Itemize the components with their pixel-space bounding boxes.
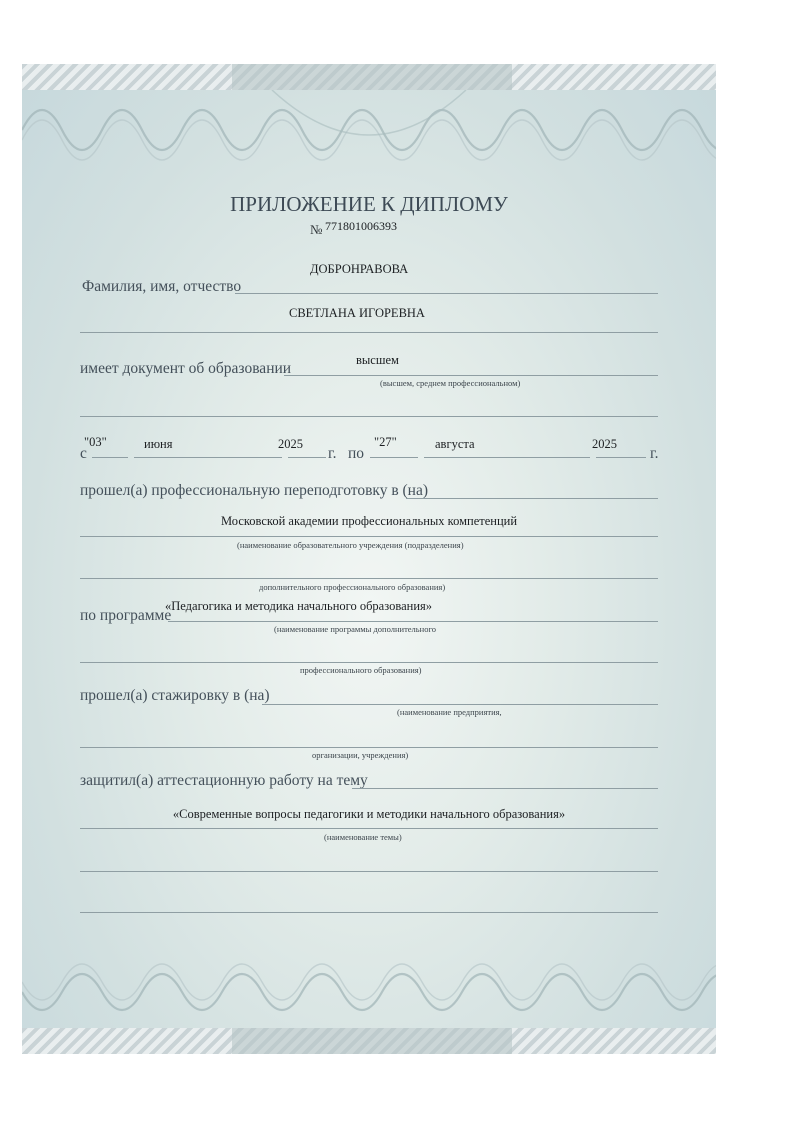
to-prefix: по bbox=[348, 445, 365, 462]
number-sign: № bbox=[310, 222, 323, 237]
retraining-label: прошел(а) профессиональную переподготовку в (на) bbox=[80, 482, 429, 499]
to-month: августа bbox=[435, 437, 475, 451]
to-month-line bbox=[424, 457, 590, 458]
guilloche-top bbox=[22, 90, 716, 170]
diploma-supplement-form bbox=[22, 64, 716, 1054]
to-year: 2025 bbox=[592, 437, 617, 451]
institution-line-2 bbox=[80, 578, 658, 579]
surname-line bbox=[235, 293, 658, 294]
from-day: "03" bbox=[84, 435, 107, 449]
thesis-hint: (наименование темы) bbox=[324, 832, 402, 842]
program-hint-2: профессионального образования) bbox=[300, 665, 422, 675]
year-abbr-2: г. bbox=[650, 445, 659, 462]
program-hint: (наименование программы дополнительного bbox=[274, 624, 437, 634]
year-abbr-1: г. bbox=[328, 445, 337, 462]
institution-value: Московской академии профессиональных компетенций bbox=[220, 514, 518, 528]
internship-hint-2: организации, учреждения) bbox=[312, 750, 409, 760]
blank-line-3 bbox=[80, 912, 658, 913]
from-month: июня bbox=[144, 437, 173, 451]
program-value: «Педагогика и методика начального образования» bbox=[165, 599, 433, 613]
internship-line-2 bbox=[80, 747, 658, 748]
from-year: 2025 bbox=[278, 437, 303, 451]
institution-hint: (наименование образовательного учреждения (подразделения) bbox=[237, 540, 464, 550]
guilloche-bottom bbox=[22, 956, 716, 1028]
from-day-line bbox=[92, 457, 128, 458]
thesis-value: «Современные вопросы педагогики и методики начального образования» bbox=[172, 807, 566, 821]
name-value: СВЕТЛАНА ИГОРЕВНА bbox=[289, 306, 425, 320]
to-day: "27" bbox=[374, 435, 397, 449]
blank-line-1 bbox=[80, 416, 658, 417]
to-year-line bbox=[596, 457, 646, 458]
fio-label: Фамилия, имя, отчество bbox=[82, 278, 242, 295]
institution-line bbox=[80, 536, 658, 537]
education-value: высшем bbox=[356, 353, 399, 367]
internship-label: прошел(а) стажировку в (на) bbox=[80, 687, 270, 704]
to-day-line bbox=[370, 457, 418, 458]
from-year-line bbox=[288, 457, 326, 458]
retraining-line bbox=[406, 498, 658, 499]
ornament-band-top bbox=[22, 64, 716, 90]
ornament-band-bottom bbox=[22, 1028, 716, 1054]
from-month-line bbox=[134, 457, 282, 458]
program-line bbox=[168, 621, 658, 622]
page-title: ПРИЛОЖЕНИЕ К ДИПЛОМУ bbox=[230, 192, 508, 216]
diploma-number: 771801006393 bbox=[325, 219, 397, 233]
thesis-line bbox=[352, 788, 658, 789]
surname-value: ДОБРОНРАВОВА bbox=[310, 262, 409, 276]
from-prefix: с bbox=[80, 445, 87, 462]
thesis-line-2 bbox=[80, 828, 658, 829]
education-hint: (высшем, среднем профессиональном) bbox=[380, 378, 521, 388]
institution-hint-2: дополнительного профессионального образования) bbox=[259, 582, 446, 592]
education-line bbox=[284, 375, 658, 376]
thesis-label: защитил(а) аттестационную работу на тему bbox=[80, 772, 368, 789]
name-line bbox=[80, 332, 658, 333]
internship-line bbox=[262, 704, 658, 705]
program-line-2 bbox=[80, 662, 658, 663]
education-label: имеет документ об образовании bbox=[80, 360, 292, 377]
program-label: по программе bbox=[80, 607, 172, 624]
internship-hint: (наименование предприятия, bbox=[397, 707, 502, 717]
blank-line-2 bbox=[80, 871, 658, 872]
